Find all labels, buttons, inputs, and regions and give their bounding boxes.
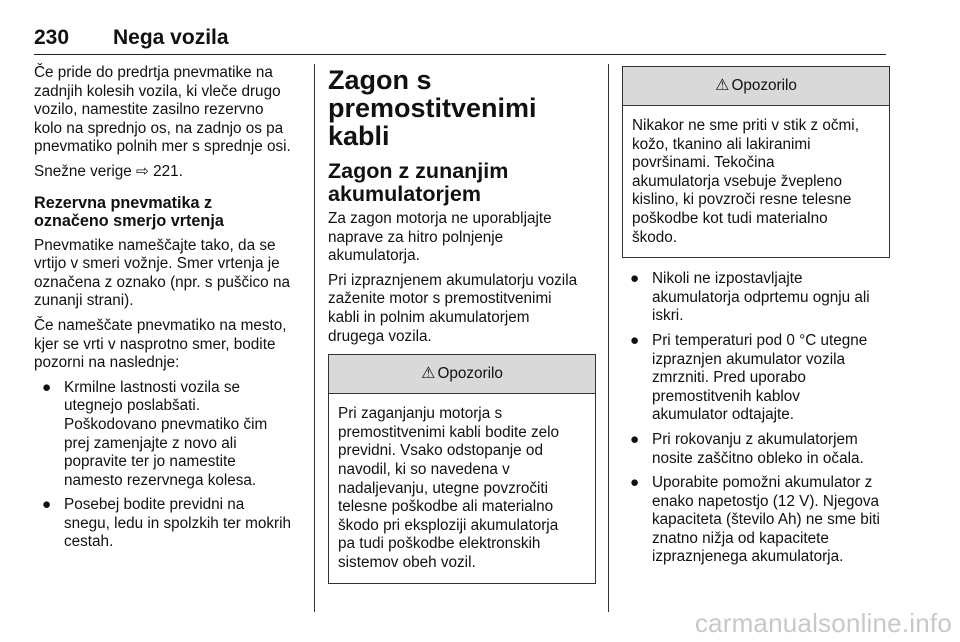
warning-body: Pri zaganjanju motorja s premostitvenimi kabli bodite zelo previdni. Vsako odstopanje od navodil, ki so navedena v nadaljevanju, utegne povzročiti telesne poškodbe ali materialno škodo pri eksploziji akumulatorja pa tudi poškodbe elektronskih sistemov obeh vozil. [338,405,560,571]
column-divider [314,64,315,612]
page-number: 230 [34,26,70,49]
watermark: carmanualsonline.info [694,608,952,638]
main-heading: Zagon s premostitvenimi kabli [328,65,537,151]
warning-box [622,66,890,258]
list-item: ● Pri rokovanju z akumulatorjem nosite zaščitno obleko in očala. [630,430,864,467]
column-left [34,64,302,558]
list-item: ● Krmilne lastnosti vozila se utegnejo poslabšati. Poškodovano pnevmatiko čim prej zamenjajte z novo ali popravite ter jo namestite namesto rezervnega kolesa. [42,378,268,489]
bullet-icon: ● [630,474,640,492]
list-item: ● Nikoli ne izpostavljajte akumulatorja odprtemu ognju ali iskri. [630,270,870,325]
paragraph: Pnevmatike nameščajte tako, da se vrtijo v smeri vožnje. Smer vrtenja je označena z oznako (npr. s puščico na zunanji strani). [34,236,290,310]
bullet-list [34,379,302,552]
paragraph: Za zagon motorja ne uporabljajte naprave za hitro polnjenje akumulatorja. [328,210,552,265]
column-middle [328,64,596,596]
warning-body: Nikakor ne sme priti v stik z očmi, kožo, tkanino ali lakiranimi površinami. Tekočina akumulatorja vsebuje žvepleno kislino, ki povzroči resne telesne poškodbe kot tudi materialno škodo. [632,117,859,246]
page-header [34,26,886,55]
list-item: ● Uporabite pomožni akumulator z enako napetostjo (12 V). Njegova kapaciteta (število Ah) ne sme biti znatno nižja od kapacitete izpraznjenega akumulatorja. [630,474,880,566]
bullet-icon: ● [42,496,52,514]
subheading: Zagon z zunanjim akumulatorjem [328,159,509,206]
bullet-list [622,270,890,567]
subheading-spare-tyre: Rezervna pnevmatika z označeno smerjo vrtenja [34,193,224,231]
paragraph: Če pride do predrtja pnevmatike na zadnjih kolesih vozila, ki vleče drugo vozilo, namestite zasilno rezervno kolo na sprednjo os, na zadnjo os pa pnevmatiko polnih mer s sprednje osi. [34,64,291,156]
warning-triangle-icon: ⚠ [715,76,730,94]
warning-header [623,67,889,106]
warning-title: Opozorilo [731,76,797,94]
paragraph: Če nameščate pnevmatiko na mesto, kjer se vrti v nasprotno smer, bodite pozorni na naslednje: [34,316,287,372]
warning-title: Opozorilo [437,364,503,382]
warning-box [328,354,596,583]
bullet-icon: ● [630,270,640,288]
bullet-icon: ● [630,331,640,349]
paragraph: Pri izpraznjenem akumulatorju vozila zaženite motor s premostitvenimi kabli in polnim akumulatorjem drugega vozila. [328,271,578,345]
warning-header [329,355,595,394]
column-right [622,64,890,573]
bullet-icon: ● [630,430,640,448]
warning-triangle-icon: ⚠ [421,364,436,382]
list-item: ● Posebej bodite previdni na snegu, ledu in spolzkih ter mokrih cestah. [42,496,292,551]
list-item: ● Pri temperaturi pod 0 °C utegne izpraznjen akumulator vozila zmrzniti. Pred uporabo premostitvenih kablov akumulator odtajajte. [630,331,868,424]
bullet-icon: ● [42,378,52,396]
column-divider [608,64,609,612]
snow-chains-reference: Snežne verige ⇨ 221. [34,162,183,180]
section-title: Nega vozila [113,26,229,49]
